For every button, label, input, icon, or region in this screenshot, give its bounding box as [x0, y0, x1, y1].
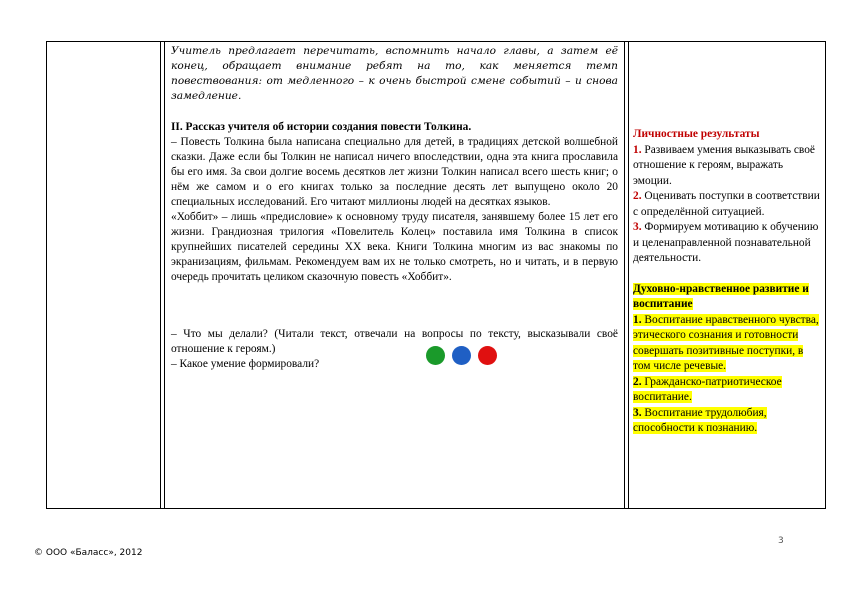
- story-paragraph-1: – Повесть Толкина была написана специально для детей, в традициях детской волшебной сказки. Даже если бы Толкин не написал ничего впоследствии, одна эта книга прославила бы его имя. За свои долгие восемь десятков лет жизни Толкин написал всего шесть книг; о нём же самом и о его книгах только за последние десять лет выпущено около 20 специальных исследований. Его читают миллионы людей на десятках языков.: [171, 136, 618, 208]
- question-which-skill: – Какое умение формировали?: [171, 358, 320, 370]
- blue-dot: [452, 346, 471, 365]
- result-item: 3. Воспитание трудолюбия, способности к познанию.: [633, 406, 767, 434]
- result-item: 2. Оценивать поступки в соответствии с определённой ситуацией.: [633, 190, 820, 218]
- stage-column: [47, 42, 161, 508]
- story-paragraph-2: «Хоббит» – лишь «предисловие» к основному труду писателя, занявшему более 15 лет его жизни. Грандиозная трилогия «Повелитель Колец» поставила имя Толкина в список крупнейших писателей середины XX века. Книги Толкина многим из вас знакомы по экранизациям, фильмам. Рекомендуем вам их не только смотреть, но и читать, и в первую очередь прочитать целиком сказочную повесть «Хоббит».: [171, 211, 618, 283]
- page-number: 3: [778, 536, 784, 546]
- teacher-intro-text: Учитель предлагает перечитать, вспомнить начало главы, а затем её конец, обращает внимание ребят на то, как меняется темп повествования: от медленного – к очень быстрой смене событий – и снова замедление.: [171, 45, 618, 102]
- results-column: [628, 42, 827, 508]
- result-item: 1. Воспитание нравственного чувства, этического сознания и готовности совершать позитивные поступки, в том числе речевые.: [633, 313, 819, 372]
- personal-results-heading: Личностные результаты: [633, 128, 760, 140]
- copyright-footer: © ООО «Баласс», 2012: [34, 548, 143, 558]
- moral-education-heading: Духовно-нравственное развитие и воспитание: [633, 282, 809, 310]
- result-item: 2. Гражданско-патриотическое воспитание.: [633, 375, 782, 403]
- result-item: 3. Формируем мотивацию к обучению и целенаправленной познавательной деятельности.: [633, 221, 819, 264]
- lesson-table: [46, 41, 826, 509]
- green-dot: [426, 346, 445, 365]
- result-item: 1. Развиваем умения выказывать своё отношение к героям, выражать эмоции.: [633, 143, 815, 187]
- red-dot: [478, 346, 497, 365]
- section-title: II. Рассказ учителя об истории создания повести Толкина.: [171, 121, 472, 133]
- question-what-did-we-do: – Что мы делали? (Читали текст, отвечали на вопросы по тексту, высказывали своё отношение к героям.): [171, 328, 618, 355]
- moral-education-list: [633, 313, 821, 437]
- personal-results-list: [633, 143, 821, 267]
- content-column: [164, 42, 625, 508]
- skill-dots: [426, 346, 497, 365]
